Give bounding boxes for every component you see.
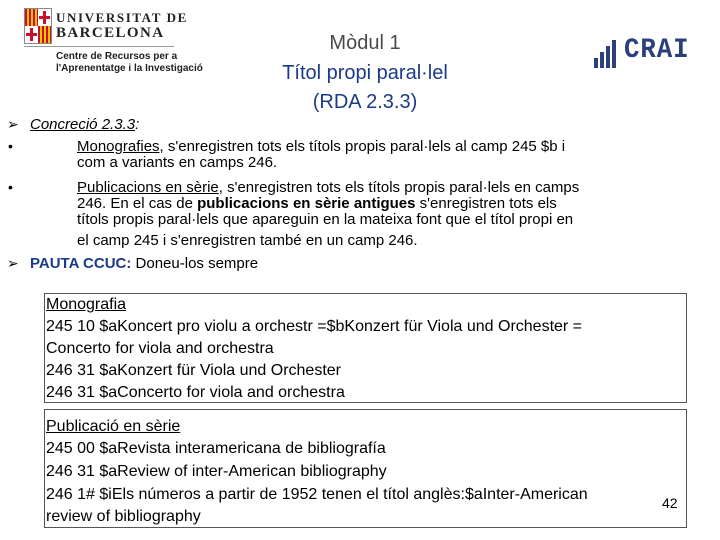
- publicacions-antigues: publicacions en sèrie antigues: [197, 195, 416, 212]
- arrow-bullet-icon: ➢: [7, 116, 19, 132]
- marc-line: 245 00 $aRevista interamericana de bibliografía: [46, 440, 386, 457]
- concrecio-heading: [30, 117, 139, 132]
- monografies-text: , s'enregistren tots els títols propis paral·lels al camp 245 $b i: [159, 138, 566, 155]
- marc-line: Concerto for viola and orchestra: [46, 340, 274, 357]
- pauta-text: Doneu-los sempre: [131, 255, 259, 272]
- slide-title: Títol propi paral·lel: [282, 62, 448, 84]
- crai-bars-icon: [594, 40, 620, 68]
- monografies-text-line2: com a variants en camps 246.: [77, 154, 278, 171]
- marc-line: 246 31 $aKonzert für Viola und Orchester: [46, 362, 341, 379]
- marc-line: 246 1# $iEls números a partir de 1952 tenen el títol anglès:$aInter-American: [46, 486, 588, 503]
- ub-name-line2: BARCELONA: [56, 25, 165, 41]
- crai-logo-text: CRAI: [624, 35, 690, 66]
- crai-logo: [594, 35, 694, 70]
- ub-shield-icon: [24, 8, 52, 44]
- ub-center-line1: Centre de Recursos per a: [56, 51, 178, 62]
- concrecio-label: Concreció 2.3.3: [30, 116, 136, 133]
- publicacions-term: Publicacions en sèrie: [77, 179, 219, 196]
- ub-logo: [24, 6, 254, 86]
- example-heading-monografia: Monografia: [46, 296, 127, 313]
- publicacions-text-line2c: s'enregistren tots els: [415, 195, 557, 212]
- module-label: Mòdul 1: [329, 32, 401, 54]
- ub-name-line1: UNIVERSITAT DE: [56, 10, 188, 25]
- ub-divider: [24, 46, 174, 47]
- monografies-term: Monografies: [77, 138, 160, 155]
- bullet-dot-icon: •: [8, 179, 13, 195]
- page-number: 42: [662, 495, 678, 511]
- example-box-monografia: [44, 293, 687, 403]
- arrow-bullet-icon: ➢: [7, 255, 19, 271]
- marc-line: 246 31 $aConcerto for viola and orchestra: [46, 384, 345, 401]
- bullet-dot-icon: •: [8, 138, 13, 154]
- publicacions-text-line4: el camp 245 i s'enregistren també en un camp 246.: [77, 232, 418, 249]
- marc-line: 245 10 $aKoncert pro violu a orchestr =$bKonzert für Viola und Orchester =: [46, 318, 583, 335]
- publicacions-text-line2a: 246. En el cas de: [77, 195, 198, 212]
- example-heading-serie: Publicació en sèrie: [46, 418, 181, 435]
- concrecio-colon: :: [135, 116, 140, 133]
- example-box-serie: [44, 409, 687, 528]
- slide-subtitle: (RDA 2.3.3): [312, 91, 418, 113]
- marc-line: 246 31 $aReview of inter-American bibliography: [46, 463, 387, 480]
- pauta-ccuc: [30, 256, 258, 271]
- ub-center-line2: l'Aprenentatge i la Investigació: [56, 63, 203, 74]
- publicacions-text: , s'enregistren tots els títols propis paral·lels en camps: [218, 179, 580, 196]
- pauta-label: PAUTA CCUC:: [30, 255, 132, 272]
- publicacions-text-line3: títols propis paral·lels que apareguin en la mateixa font que el títol propi en: [77, 211, 574, 228]
- marc-line: review of bibliography: [46, 508, 201, 525]
